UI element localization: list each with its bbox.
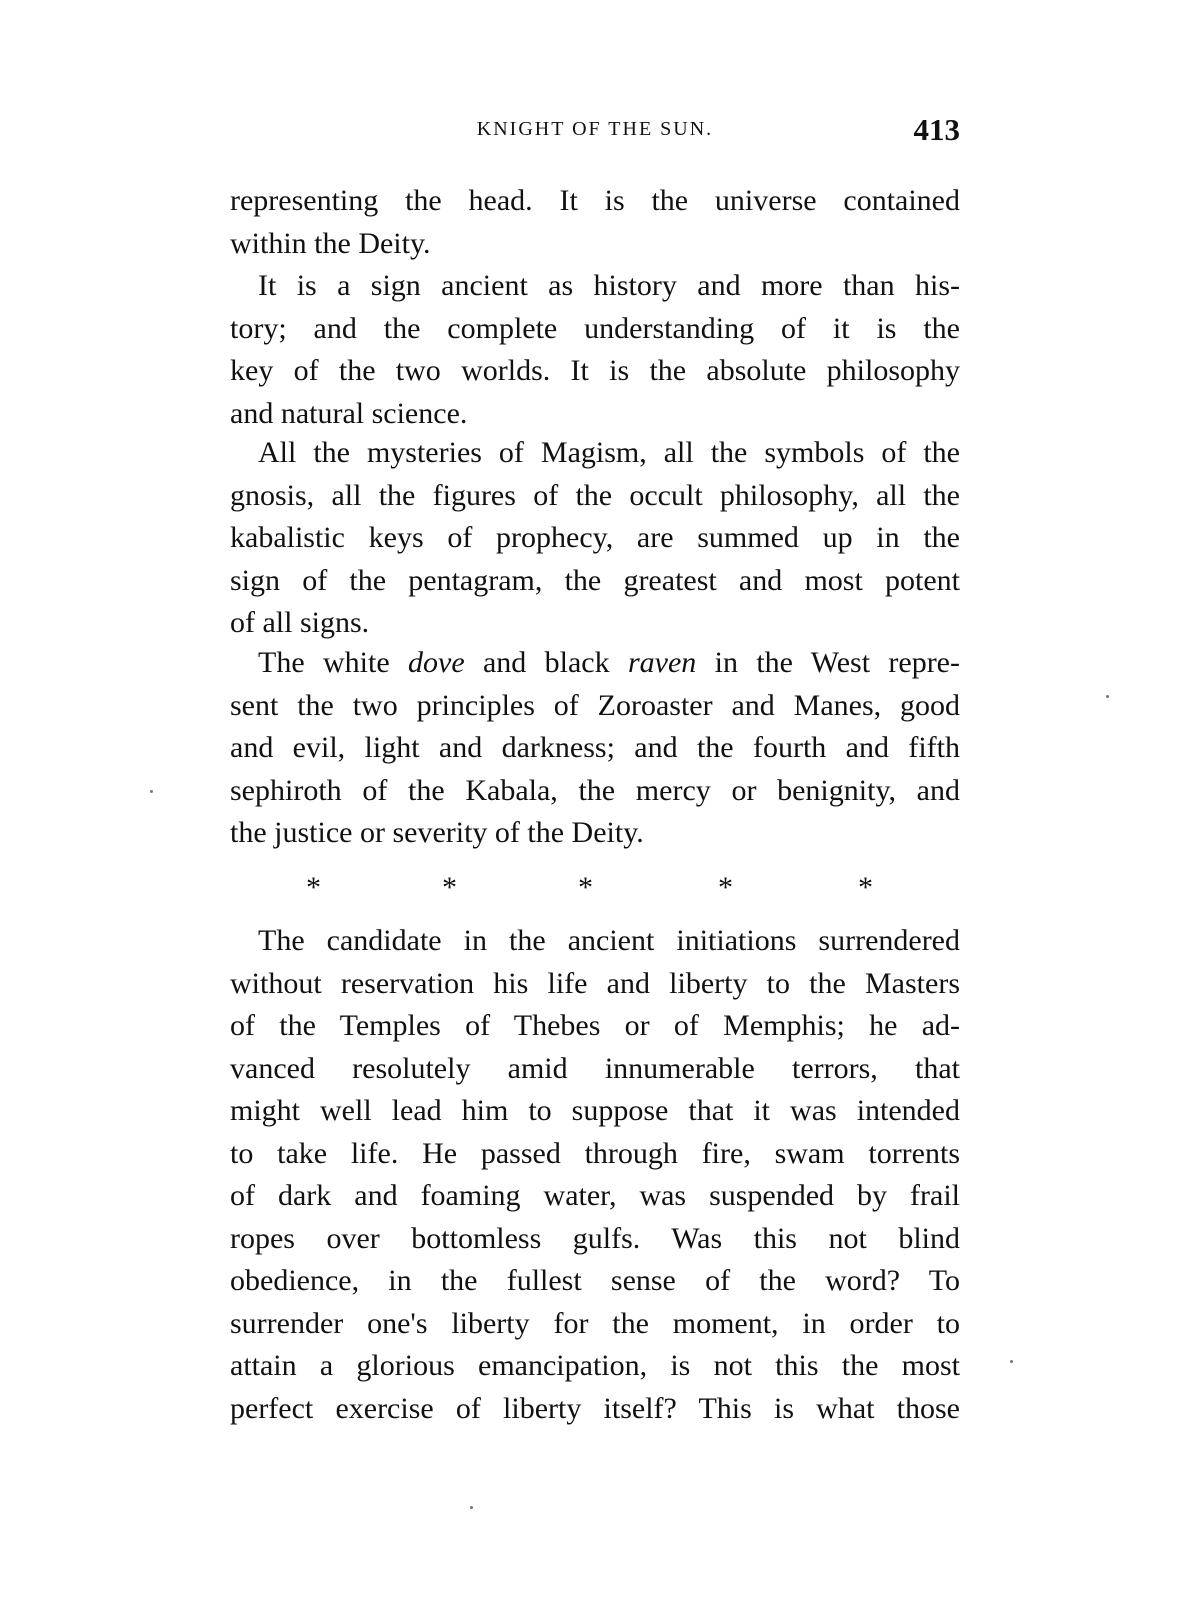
- text-line: ropes over bottomless gulfs. Was this not blind: [230, 1221, 960, 1255]
- text-line: All the mysteries of Magism, all the symbols of the: [258, 436, 960, 469]
- running-head: [230, 112, 960, 152]
- asterisk: *: [442, 871, 457, 904]
- text-line: sephiroth of the Kabala, the mercy or benignity, and: [230, 773, 960, 807]
- text-line: perfect exercise of liberty itself? This is what those: [230, 1391, 960, 1425]
- text-line: attain a glorious emancipation, is not this the most: [230, 1349, 960, 1382]
- text-line: the justice or severity of the Deity.: [230, 816, 644, 849]
- text-line: of dark and foaming water, was suspended by frail: [230, 1179, 960, 1212]
- running-title: KNIGHT OF THE SUN.: [476, 118, 714, 140]
- text-line: The candidate in the ancient initiations surrendered: [258, 924, 960, 957]
- paragraph-2: [230, 265, 960, 435]
- text-line: surrender one's liberty for the moment, in order to: [230, 1306, 960, 1340]
- asterisk: *: [858, 871, 873, 904]
- asterisk: *: [578, 871, 593, 904]
- scan-speck: [1010, 1360, 1013, 1363]
- text-line: sent the two principles of Zoroaster and Manes, good: [230, 688, 960, 722]
- paragraph-5: [230, 920, 960, 1430]
- text-line: and natural science.: [230, 396, 468, 430]
- italic-word-raven: raven: [627, 646, 697, 679]
- section-separator: [230, 868, 960, 908]
- asterisk: *: [306, 871, 321, 904]
- paragraph-3: [230, 432, 960, 645]
- text-line: vanced resolutely amid innumerable terrors, that: [230, 1051, 960, 1085]
- scan-speck: [150, 790, 153, 793]
- text-line: kabalistic keys of prophecy, are summed up in the: [230, 521, 960, 554]
- text-run: in the West repre-: [696, 646, 960, 679]
- text-line: representing the head. It is the universe contained: [230, 184, 960, 217]
- text-line: sign of the pentagram, the greatest and most potent: [230, 563, 960, 597]
- text-line-with-italics: [230, 642, 960, 685]
- asterisk: *: [718, 871, 733, 904]
- text-run: and black: [464, 646, 628, 679]
- text-line: without reservation his life and liberty to the Masters: [230, 966, 960, 1000]
- text-line: obedience, in the fullest sense of the word? To: [230, 1264, 960, 1297]
- text-line: might well lead him to suppose that it was intended: [230, 1094, 960, 1127]
- text-line: key of the two worlds. It is the absolute philosophy: [230, 354, 960, 387]
- text-run: The white: [258, 646, 408, 679]
- text-line: and evil, light and darkness; and the fourth and fifth: [230, 731, 960, 764]
- text-line: of the Temples of Thebes or of Memphis; he ad-: [230, 1009, 960, 1042]
- text-line: of all signs.: [230, 606, 370, 639]
- text-line: within the Deity.: [230, 226, 431, 260]
- text-line: tory; and the complete understanding of it is the: [230, 311, 960, 345]
- italic-word-dove: dove: [408, 646, 465, 679]
- scan-speck: [1106, 695, 1109, 698]
- page-number: 413: [913, 112, 960, 147]
- text-line: gnosis, all the figures of the occult philosophy, all the: [230, 478, 960, 512]
- paragraph-1: [230, 180, 960, 265]
- text-line: It is a sign ancient as history and more than his-: [258, 269, 960, 302]
- scan-speck: [470, 1506, 473, 1509]
- paragraph-4: [230, 642, 960, 855]
- text-line: to take life. He passed through fire, swam torrents: [230, 1136, 960, 1170]
